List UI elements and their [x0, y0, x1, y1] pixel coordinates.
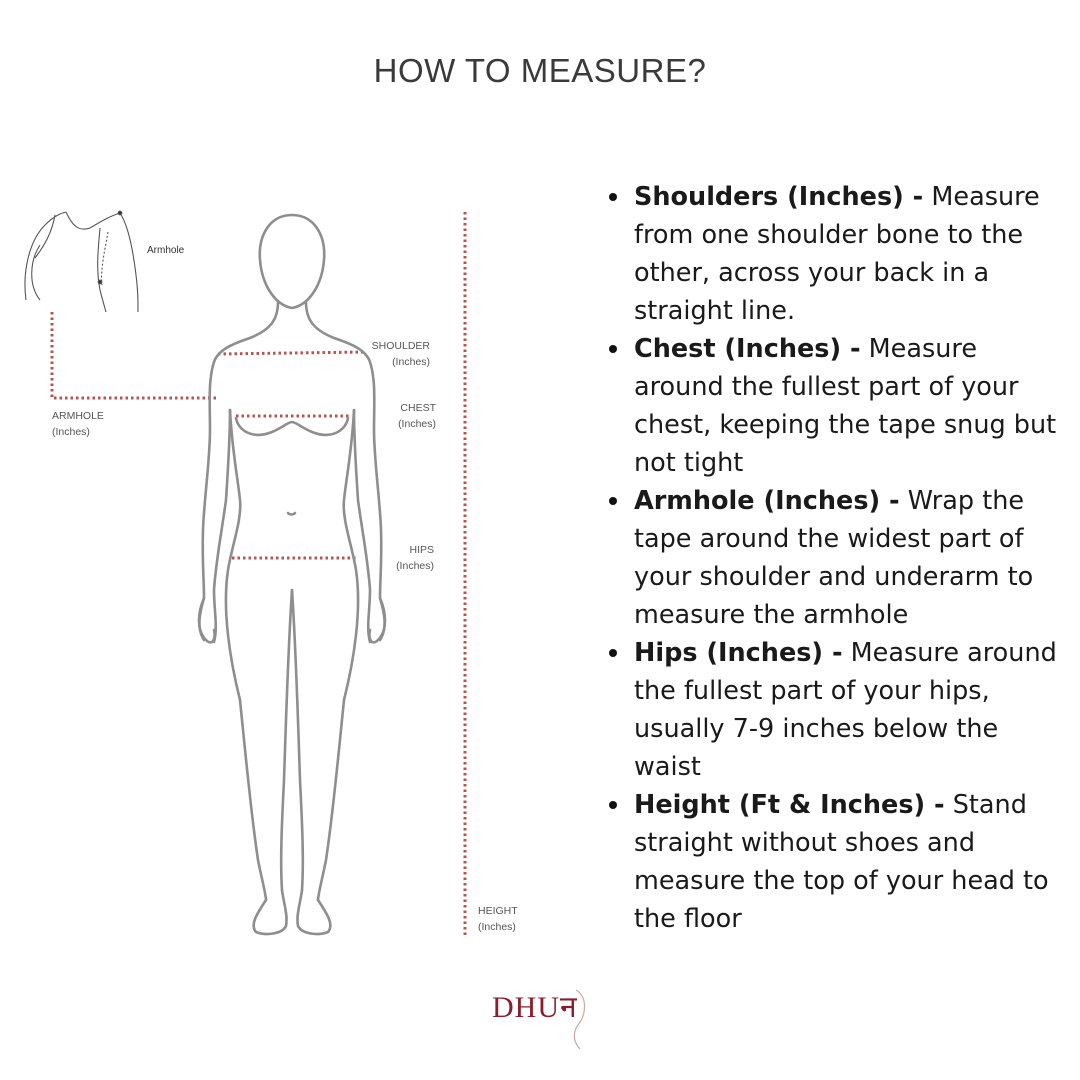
guide-item-armhole: [602, 482, 1072, 634]
inset-armhole-label: Armhole: [147, 245, 185, 256]
guide-text: Measure around the fullest part of your hips, usually 7-9 inches below the waist: [634, 638, 1057, 782]
armhole-inset-sketch: [25, 211, 138, 312]
shoulder-label-name: SHOULDER: [371, 340, 430, 352]
armhole-measure-line: [52, 312, 218, 398]
guide-text: Wrap the tape around the widest part of your shoulder and underarm to measure the armhole: [634, 486, 1034, 630]
measurement-guide-list: [602, 178, 1072, 938]
guide-term: Shoulders (Inches) -: [634, 182, 924, 212]
hips-label: [356, 542, 434, 574]
height-label-name: HEIGHT: [478, 905, 518, 917]
guide-item-hips: [602, 634, 1072, 786]
hips-label-name: HIPS: [409, 544, 434, 556]
guide-term: Height (Ft & Inches) -: [634, 790, 945, 820]
guide-text: Measure around the fullest part of your chest, keeping the tape snug but not tight: [634, 334, 1057, 478]
armhole-label-unit: (Inches): [52, 426, 90, 438]
hips-label-unit: (Inches): [396, 560, 434, 572]
brand-thread-icon: [556, 985, 596, 1055]
chest-label-unit: (Inches): [398, 418, 436, 430]
bullet-icon: [609, 193, 617, 201]
armhole-label-name: ARMHOLE: [52, 410, 104, 422]
guide-term: Armhole (Inches) -: [634, 486, 900, 516]
brand-logo-text: DHUन: [492, 991, 578, 1024]
height-label-unit: (Inches): [478, 921, 516, 933]
shoulder-label: [352, 338, 430, 370]
height-label: [478, 903, 518, 935]
armhole-label: [52, 408, 104, 440]
shoulder-label-unit: (Inches): [392, 356, 430, 368]
page-title: HOW TO MEASURE?: [373, 52, 707, 89]
guide-item-height: [602, 786, 1072, 938]
bullet-icon: [609, 345, 617, 353]
shoulder-measure-line: [218, 352, 366, 354]
guide-item-chest: [602, 330, 1072, 482]
guide-term: Chest (Inches) -: [634, 334, 861, 364]
body-outline: [199, 215, 385, 934]
chest-label-name: CHEST: [400, 402, 436, 414]
guide-term: Hips (Inches) -: [634, 638, 843, 668]
bullet-icon: [609, 497, 617, 505]
chest-label: [356, 400, 436, 432]
bullet-icon: [609, 649, 617, 657]
guide-text: Measure from one shoulder bone to the other, across your back in a straight line.: [634, 182, 1040, 326]
guide-item-shoulders: [602, 178, 1072, 330]
bullet-icon: [609, 801, 617, 809]
guide-text: Stand straight without shoes and measure the top of your head to the floor: [634, 790, 1049, 934]
